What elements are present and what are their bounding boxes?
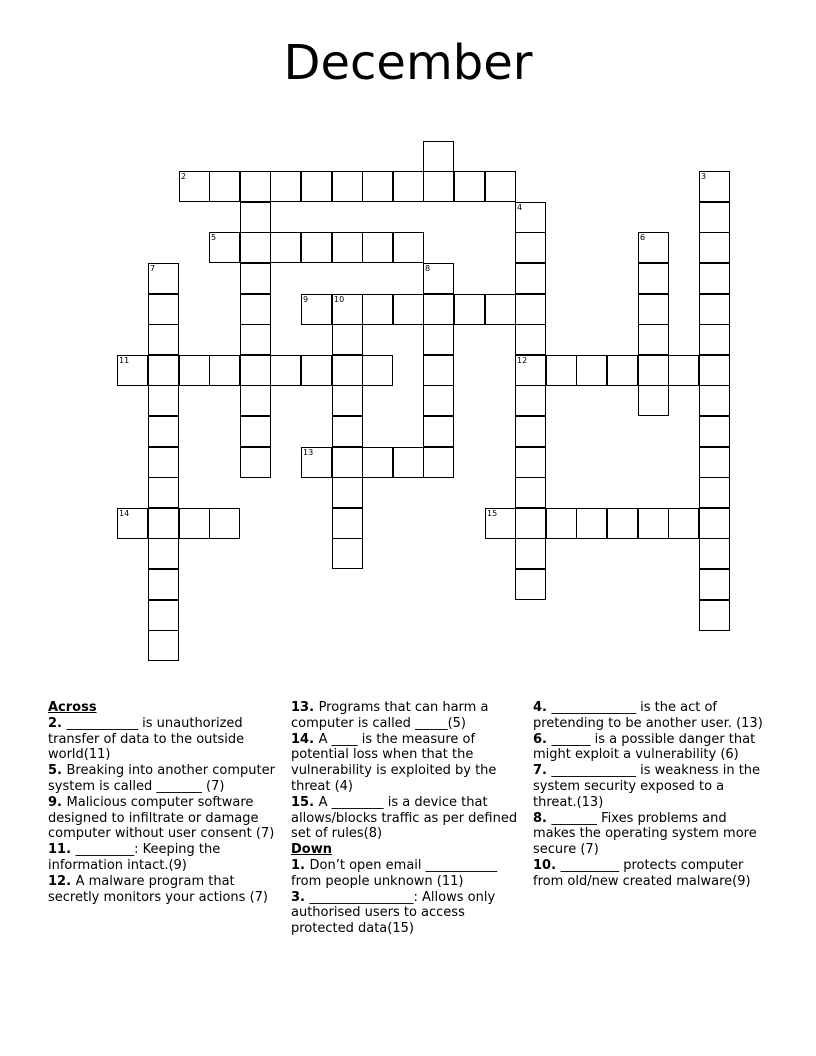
- clue-item-number: 1.: [291, 857, 310, 873]
- clue-number: 10: [334, 295, 345, 304]
- clue-item-number: 12.: [48, 873, 76, 889]
- grid-cell[interactable]: [638, 232, 669, 263]
- grid-cell[interactable]: [515, 202, 546, 233]
- grid-cell[interactable]: [240, 385, 271, 416]
- clue-number: 12: [517, 356, 528, 365]
- grid-cell[interactable]: [607, 508, 638, 539]
- clue-item-number: 8.: [533, 810, 552, 826]
- grid-cell[interactable]: [332, 385, 363, 416]
- clue-item-text: _________ protects computer from old/new created malware(9): [533, 857, 751, 889]
- clue-item-number: 2.: [48, 715, 67, 731]
- grid-cell[interactable]: [699, 232, 730, 263]
- grid-cell[interactable]: [699, 508, 730, 539]
- grid-cell[interactable]: [209, 355, 240, 386]
- grid-cell[interactable]: [454, 294, 485, 325]
- grid-cell[interactable]: [362, 355, 393, 386]
- clue-number: 2: [181, 172, 187, 181]
- clue-item-text: Programs that can harm a computer is called _____(5): [291, 700, 489, 731]
- grid-cell[interactable]: [668, 355, 699, 386]
- clue-item: [291, 858, 521, 890]
- grid-cell[interactable]: [485, 171, 516, 202]
- clue-number: 6: [640, 233, 646, 242]
- grid-cell[interactable]: [332, 508, 363, 539]
- grid-cell[interactable]: [699, 538, 730, 569]
- grid-cell[interactable]: [270, 355, 301, 386]
- grid-cell[interactable]: [515, 477, 546, 508]
- clue-item-text: A malware program that secretly monitors your actions (7): [48, 873, 268, 905]
- clue-item-text: ______ is a possible danger that might exploit a vulnerability (6): [533, 731, 756, 763]
- grid-cell[interactable]: [515, 324, 546, 355]
- clue-item: [533, 732, 768, 764]
- grid-cell[interactable]: [515, 538, 546, 569]
- grid-cell[interactable]: [148, 630, 179, 661]
- clue-item-text: A ________ is a device that allows/blocks traffic as per defined set of rules(8): [291, 794, 518, 842]
- grid-cell[interactable]: [148, 600, 179, 631]
- grid-cell[interactable]: [209, 508, 240, 539]
- grid-cell[interactable]: [362, 171, 393, 202]
- grid-cell[interactable]: [699, 477, 730, 508]
- grid-cell[interactable]: [699, 600, 730, 631]
- grid-cell[interactable]: [393, 447, 424, 478]
- grid-cell[interactable]: [699, 294, 730, 325]
- clue-item-text: Malicious computer software designed to infiltrate or damage computer without user consent (7): [48, 794, 275, 842]
- clue-item-number: 5.: [48, 763, 67, 779]
- clue-item-number: 13.: [291, 700, 319, 715]
- grid-cell[interactable]: [515, 355, 546, 386]
- clue-number: 5: [211, 233, 217, 242]
- clue-item: [533, 700, 768, 732]
- clue-item-text: _______ Fixes problems and makes the operating system more secure (7): [533, 810, 757, 858]
- grid-cell[interactable]: [301, 355, 332, 386]
- clue-item: [48, 763, 283, 795]
- grid-cell[interactable]: [699, 263, 730, 294]
- clue-number: 14: [119, 509, 130, 518]
- grid-cell[interactable]: [148, 263, 179, 294]
- grid-cell[interactable]: [179, 355, 210, 386]
- grid-cell[interactable]: [209, 232, 240, 263]
- grid-cell[interactable]: [240, 324, 271, 355]
- clue-item: [291, 732, 521, 795]
- grid-cell[interactable]: [148, 385, 179, 416]
- grid-cell[interactable]: [240, 263, 271, 294]
- clue-item-number: 6.: [533, 731, 552, 747]
- clue-item-text: _____________ is weakness in the system security exposed to a threat.(13): [533, 763, 761, 810]
- grid-cell[interactable]: [638, 263, 669, 294]
- clue-number: 3: [701, 172, 707, 181]
- grid-cell[interactable]: [148, 294, 179, 325]
- grid-cell[interactable]: [301, 294, 332, 325]
- grid-cell[interactable]: [638, 324, 669, 355]
- grid-cell[interactable]: [240, 447, 271, 478]
- clue-number: 8: [425, 264, 431, 273]
- grid-cell[interactable]: [699, 202, 730, 233]
- grid-cell[interactable]: [515, 232, 546, 263]
- clue-item-number: 9.: [48, 794, 67, 810]
- grid-cell[interactable]: [240, 294, 271, 325]
- grid-cell[interactable]: [423, 171, 454, 202]
- grid-cell[interactable]: [117, 508, 148, 539]
- clues-heading: Down: [291, 842, 332, 858]
- grid-cell[interactable]: [515, 569, 546, 600]
- grid-cell[interactable]: [301, 232, 332, 263]
- grid-cell[interactable]: [515, 294, 546, 325]
- grid-cell[interactable]: [393, 294, 424, 325]
- grid-cell[interactable]: [638, 294, 669, 325]
- grid-cell[interactable]: [332, 171, 363, 202]
- grid-cell[interactable]: [117, 355, 148, 386]
- grid-cell[interactable]: [332, 294, 363, 325]
- grid-cell[interactable]: [638, 355, 669, 386]
- grid-cell[interactable]: [699, 171, 730, 202]
- grid-cell[interactable]: [148, 324, 179, 355]
- clue-item: [533, 811, 768, 858]
- grid-cell[interactable]: [423, 324, 454, 355]
- grid-cell[interactable]: [362, 447, 393, 478]
- grid-cell[interactable]: [423, 385, 454, 416]
- grid-cell[interactable]: [148, 477, 179, 508]
- grid-cell[interactable]: [607, 355, 638, 386]
- grid-cell[interactable]: [332, 232, 363, 263]
- clue-item-number: 7.: [533, 763, 552, 779]
- grid-cell[interactable]: [148, 508, 179, 539]
- grid-cell[interactable]: [301, 171, 332, 202]
- grid-cell[interactable]: [240, 232, 271, 263]
- clue-item: [48, 842, 283, 874]
- grid-cell[interactable]: [301, 447, 332, 478]
- clue-item-text: ___________ is unauthorized transfer of data to the outside world(11): [48, 715, 245, 763]
- clue-item: [291, 700, 521, 732]
- clue-item-text: ________________: Allows only authorised users to access protected data(15): [291, 889, 496, 937]
- grid-cell[interactable]: [209, 171, 240, 202]
- grid-cell[interactable]: [699, 569, 730, 600]
- clue-item-number: 3.: [291, 889, 310, 905]
- clues-column-1: [48, 700, 283, 905]
- grid-cell[interactable]: [638, 385, 669, 416]
- grid-cell[interactable]: [148, 355, 179, 386]
- grid-cell[interactable]: [699, 416, 730, 447]
- clue-number: 9: [303, 295, 309, 304]
- clue-item: [48, 716, 283, 763]
- grid-cell[interactable]: [148, 538, 179, 569]
- clue-item: [48, 795, 283, 842]
- grid-cell[interactable]: [515, 263, 546, 294]
- grid-cell[interactable]: [546, 355, 577, 386]
- grid-cell[interactable]: [546, 508, 577, 539]
- grid-cell[interactable]: [576, 508, 607, 539]
- grid-cell[interactable]: [270, 232, 301, 263]
- clues-column-3: [533, 700, 768, 890]
- grid-cell[interactable]: [393, 232, 424, 263]
- clue-item-number: 10.: [533, 857, 561, 873]
- clue-item: [291, 890, 521, 937]
- grid-cell[interactable]: [515, 385, 546, 416]
- clue-number: 7: [150, 264, 156, 273]
- grid-cell[interactable]: [423, 141, 454, 172]
- clue-item-text: _____________ is the act of pretending to be another user. (13): [533, 700, 763, 731]
- grid-cell[interactable]: [332, 355, 363, 386]
- grid-cell[interactable]: [332, 447, 363, 478]
- grid-cell[interactable]: [179, 508, 210, 539]
- grid-cell[interactable]: [699, 355, 730, 386]
- grid-cell[interactable]: [699, 324, 730, 355]
- clue-item: [533, 858, 768, 890]
- clues-column-2: [291, 700, 521, 937]
- clue-item-text: Don’t open email ___________ from people unknown (11): [291, 857, 498, 889]
- grid-cell[interactable]: [515, 508, 546, 539]
- grid-cell[interactable]: [332, 416, 363, 447]
- grid-cell[interactable]: [699, 385, 730, 416]
- grid-cell[interactable]: [148, 447, 179, 478]
- grid-cell[interactable]: [332, 324, 363, 355]
- clue-item-number: 14.: [291, 731, 319, 747]
- grid-cell[interactable]: [454, 171, 485, 202]
- grid-cell[interactable]: [179, 171, 210, 202]
- puzzle-title: December: [283, 35, 533, 91]
- clue-item-number: 15.: [291, 794, 319, 810]
- clue-item-text: Breaking into another computer system is called _______ (7): [48, 763, 275, 794]
- grid-cell[interactable]: [485, 294, 516, 325]
- clues-heading: Across: [48, 700, 97, 715]
- clue-item: [48, 874, 283, 906]
- grid-cell[interactable]: [332, 538, 363, 569]
- grid-cell[interactable]: [362, 294, 393, 325]
- grid-cell[interactable]: [240, 202, 271, 233]
- grid-cell[interactable]: [576, 355, 607, 386]
- clue-number: 4: [517, 203, 523, 212]
- grid-cell[interactable]: [423, 447, 454, 478]
- grid-cell[interactable]: [362, 232, 393, 263]
- grid-cell[interactable]: [240, 416, 271, 447]
- grid-cell[interactable]: [638, 508, 669, 539]
- clue-item: [533, 763, 768, 810]
- grid-cell[interactable]: [668, 508, 699, 539]
- grid-cell[interactable]: [699, 447, 730, 478]
- clue-number: 13: [303, 448, 314, 457]
- clue-item: [291, 795, 521, 842]
- grid-cell[interactable]: [485, 508, 516, 539]
- grid-cell[interactable]: [515, 447, 546, 478]
- clue-number: 11: [119, 356, 130, 365]
- clue-number: 15: [487, 509, 498, 518]
- grid-cell[interactable]: [515, 416, 546, 447]
- clue-item-text: A ____ is the measure of potential loss when that the vulnerability is exploited by the threat (4): [291, 731, 497, 794]
- grid-cell[interactable]: [270, 171, 301, 202]
- grid-cell[interactable]: [332, 477, 363, 508]
- grid-cell[interactable]: [423, 355, 454, 386]
- grid-cell[interactable]: [148, 416, 179, 447]
- grid-cell[interactable]: [423, 263, 454, 294]
- grid-cell[interactable]: [423, 416, 454, 447]
- clue-item-number: 11.: [48, 842, 76, 858]
- grid-cell[interactable]: [393, 171, 424, 202]
- grid-cell[interactable]: [240, 355, 271, 386]
- clue-item-number: 4.: [533, 700, 552, 715]
- clue-item-text: _________: Keeping the information intact.(9): [48, 842, 221, 873]
- grid-cell[interactable]: [423, 294, 454, 325]
- grid-cell[interactable]: [148, 569, 179, 600]
- grid-cell[interactable]: [240, 171, 271, 202]
